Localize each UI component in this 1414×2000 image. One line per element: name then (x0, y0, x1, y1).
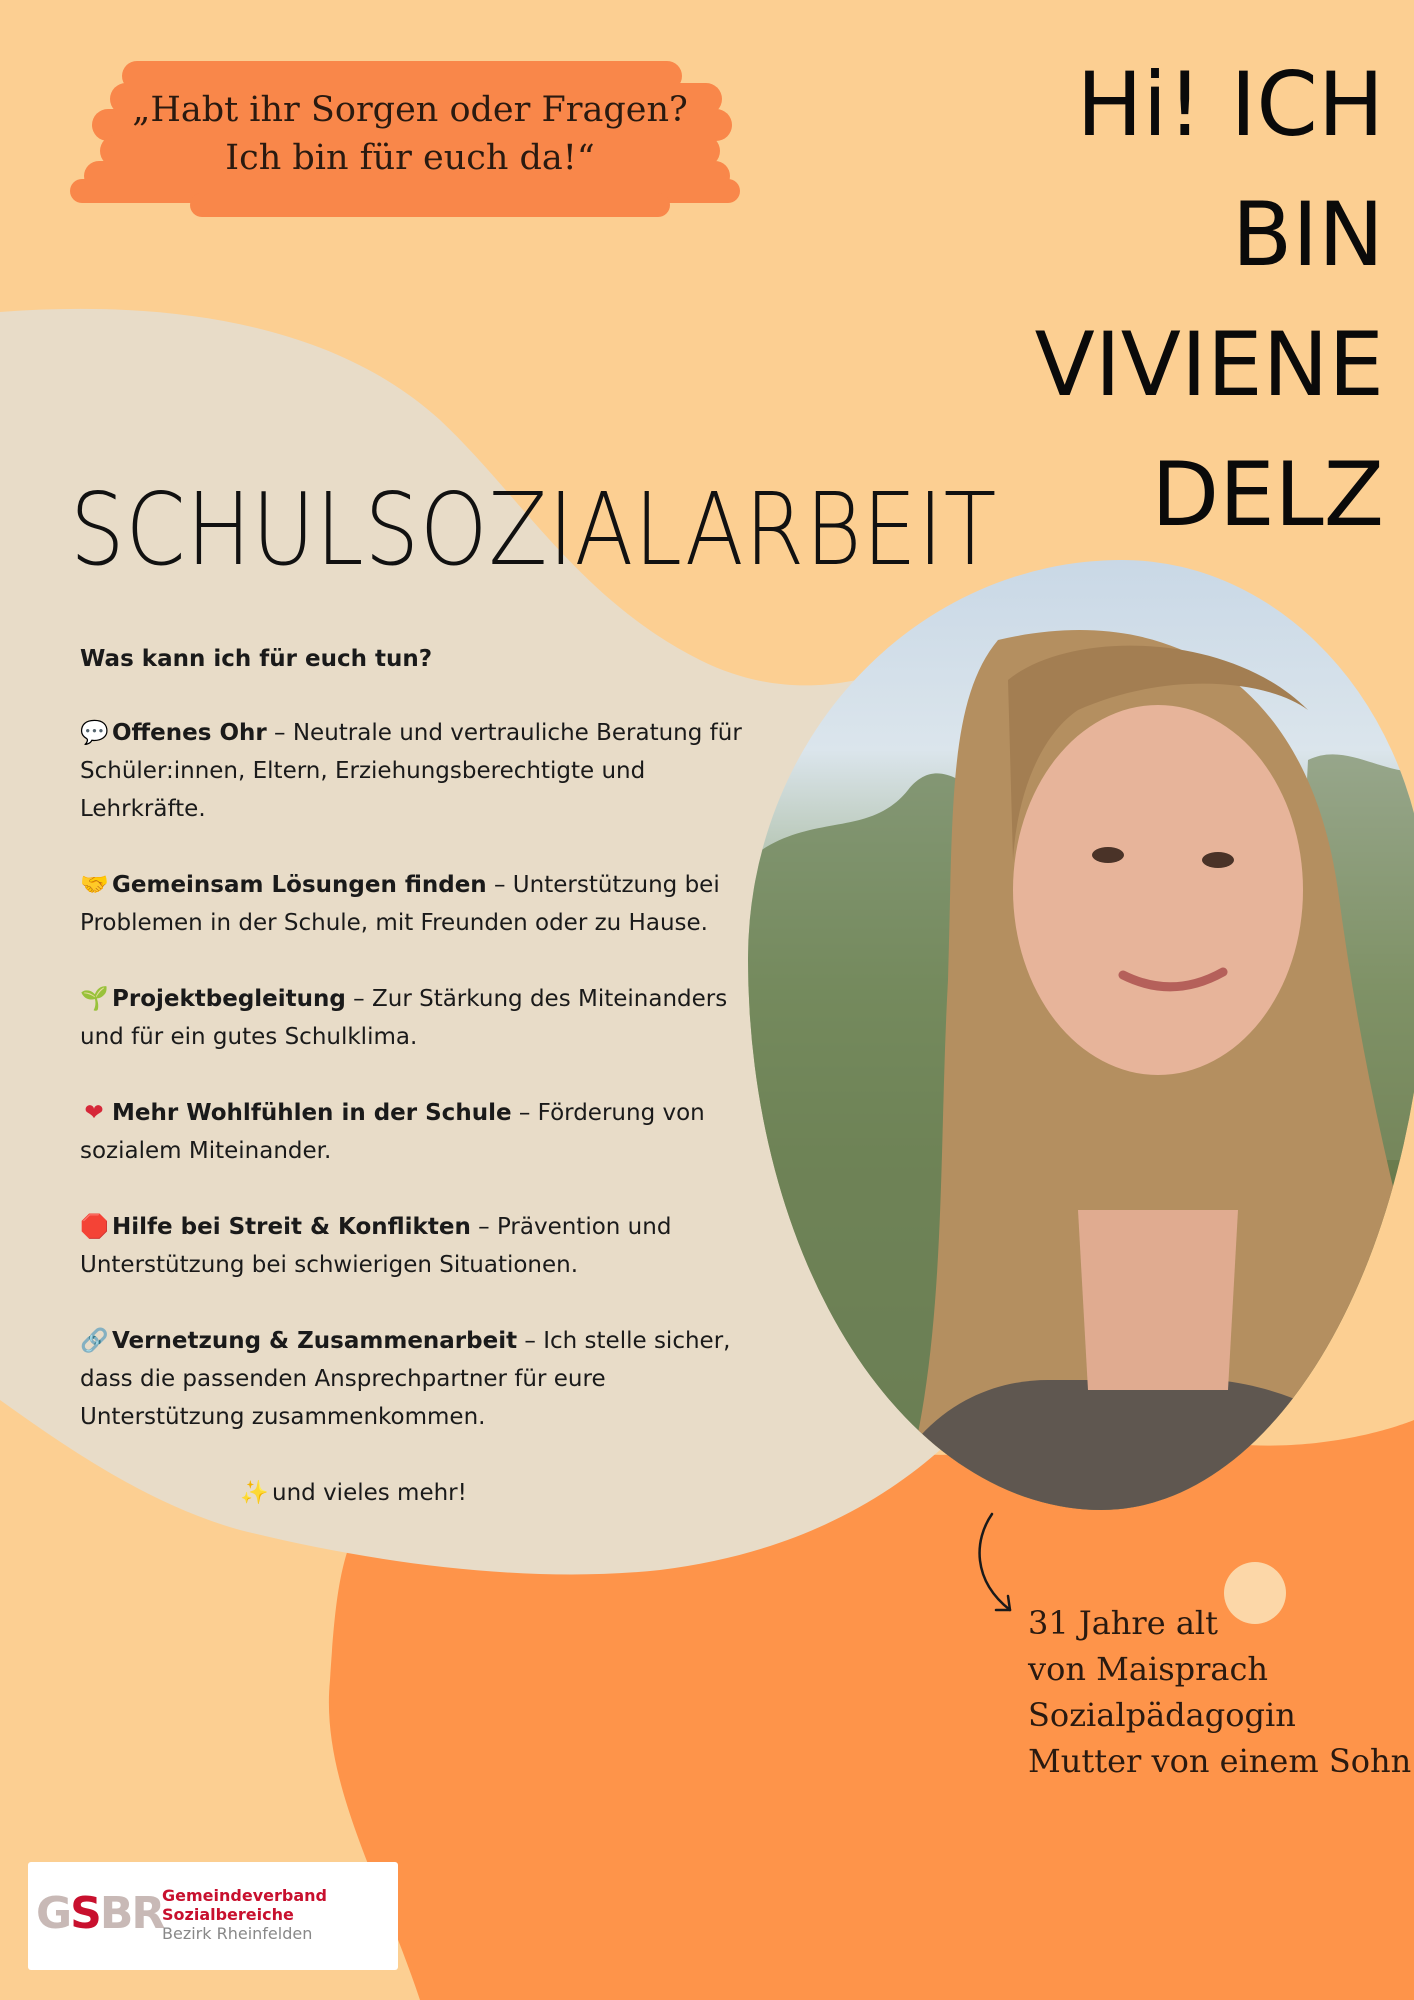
service-title: Projektbegleitung (112, 986, 346, 1012)
service-item-vernetzung (80, 1322, 750, 1436)
service-text: – Förderung von sozialem Miteinander. (80, 1100, 705, 1164)
service-item-konflikte (80, 1208, 750, 1284)
quote-text (110, 86, 710, 182)
services-section (80, 640, 750, 1512)
fact-origin: von Maisprach (1028, 1650, 1269, 1688)
fact-profession: Sozialpädagogin (1028, 1696, 1296, 1734)
greeting-line-1: Hi! ICH (1076, 53, 1384, 156)
sparkles-icon: ✨ (240, 1480, 269, 1506)
service-title: Offenes Ohr (112, 720, 267, 746)
service-title: Vernetzung & Zusammenarbeit (112, 1328, 518, 1354)
page-title: SCHULSOZIALARBEIT (70, 471, 998, 588)
service-item-loesungen (80, 866, 750, 942)
personal-facts (1028, 1600, 1412, 1784)
quote-line-1: „Habt ihr Sorgen oder Fragen? (132, 90, 688, 130)
more-services (240, 1474, 750, 1512)
logo-line-2: Sozialbereiche (162, 1905, 294, 1924)
curved-arrow-icon (970, 1510, 1030, 1620)
service-title: Hilfe bei Streit & Konflikten (112, 1214, 471, 1240)
logo-text (162, 1886, 327, 1943)
fact-age: 31 Jahre alt (1028, 1604, 1218, 1642)
stop-sign-icon: 🛑 (80, 1214, 109, 1240)
logo-line-3: Bezirk Rheinfelden (162, 1924, 313, 1943)
service-item-projektbegleitung (80, 980, 750, 1056)
more-text: und vieles mehr! (272, 1480, 467, 1506)
service-title: Gemeinsam Lösungen finden (112, 872, 487, 898)
seedling-icon: 🌱 (80, 986, 109, 1012)
fact-family: Mutter von einem Sohn (1028, 1742, 1412, 1780)
service-text: – Zur Stärkung des Miteinanders und für ein gutes Schulklima. (80, 986, 728, 1050)
service-item-offenes-ohr (80, 714, 750, 828)
service-item-wohlfuehlen (80, 1094, 750, 1170)
service-text: – Ich stelle sicher, dass die passenden Ansprechpartner für eure Unterstützung zusammenkommen. (80, 1328, 731, 1430)
greeting-line-4: DELZ (1151, 443, 1384, 546)
service-title: Mehr Wohlfühlen in der Schule (112, 1100, 512, 1126)
quote-line-2: Ich bin für euch da!“ (225, 138, 595, 178)
speech-bubble-icon: 💬 (80, 720, 109, 746)
greeting-heading (964, 40, 1384, 560)
greeting-line-3: VIVIENE (1034, 313, 1384, 416)
service-text: – Unterstützung bei Problemen in der Schule, mit Freunden oder zu Hause. (80, 872, 720, 936)
logo-mark: GSBR (36, 1888, 164, 1939)
service-text: – Prävention und Unterstützung bei schwierigen Situationen. (80, 1214, 672, 1278)
handshake-icon: 🤝 (80, 872, 109, 898)
logo-line-1: Gemeindeverband (162, 1886, 327, 1905)
gsbr-logo (28, 1862, 398, 1970)
greeting-line-2: BIN (1231, 183, 1384, 286)
service-text: – Neutrale und vertrauliche Beratung für Schüler:innen, Eltern, Erziehungsberechtigte und Lehrkräfte. (80, 720, 742, 822)
services-question: Was kann ich für euch tun? (80, 646, 433, 672)
link-icon: 🔗 (80, 1328, 109, 1354)
heart-icon: ❤ (84, 1100, 104, 1126)
